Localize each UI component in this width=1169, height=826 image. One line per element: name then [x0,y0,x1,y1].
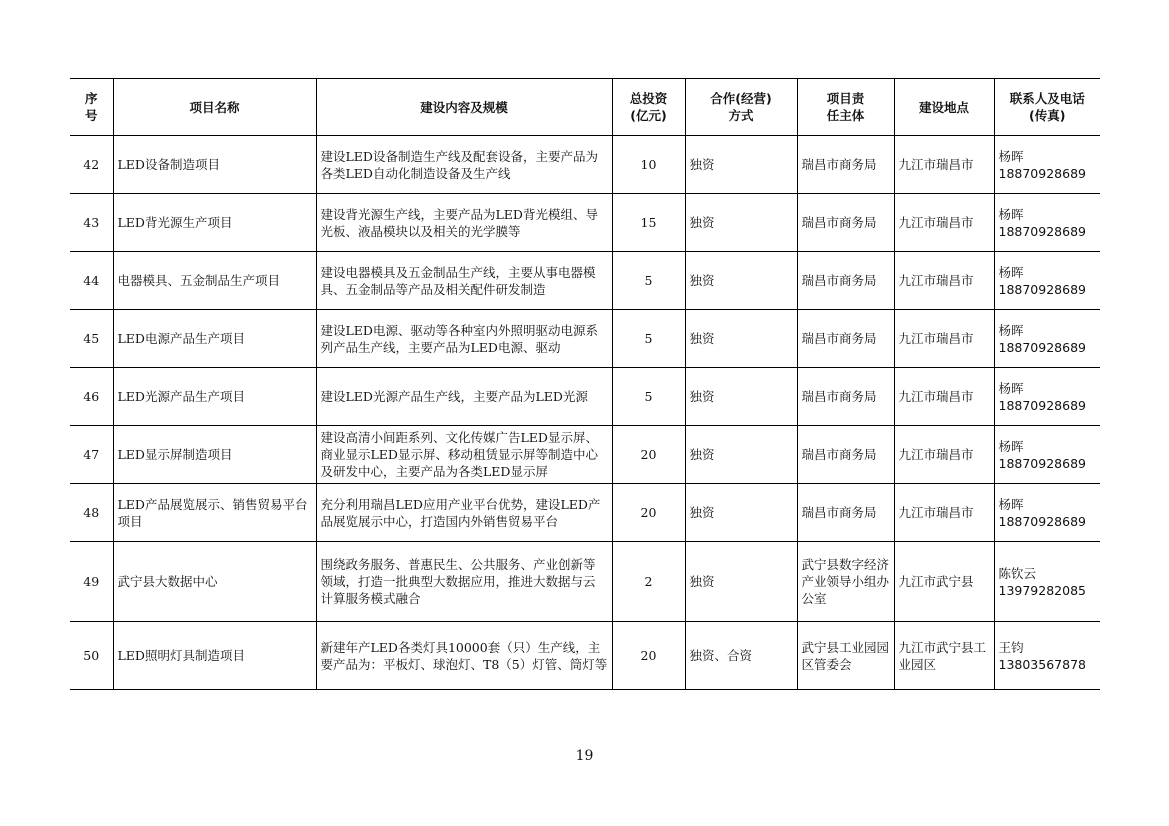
header-place-label: 建设地点 [918,99,969,115]
table-row [70,622,1100,690]
contact-phone: 18870928689 [998,165,1086,181]
cell-investment: 20 [612,622,685,690]
cell-no: 42 [70,136,113,194]
cell-contact [994,368,1100,426]
header-name-label: 项目名称 [189,99,240,115]
cell-no: 45 [70,310,113,368]
contact-name: 王钧 [998,639,1024,655]
contact-phone: 13803567878 [998,656,1086,672]
cell-mode: 独资 [685,310,797,368]
header-no [70,79,113,136]
contact-name: 杨晖 [998,496,1024,512]
cell-contact [994,542,1100,622]
contact-phone: 13979282085 [998,582,1086,598]
cell-no: 44 [70,252,113,310]
cell-mode: 独资、合资 [685,622,797,690]
header-content [316,79,612,136]
cell-place: 九江市武宁县 [894,542,994,622]
contact-name: 杨晖 [998,380,1024,396]
cell-owner: 瑞昌市商务局 [797,426,894,484]
cell-place: 九江市瑞昌市 [894,194,994,252]
cell-no: 50 [70,622,113,690]
contact-phone: 18870928689 [998,513,1086,529]
table-row [70,194,1100,252]
cell-no: 48 [70,484,113,542]
cell-mode: 独资 [685,426,797,484]
contact-phone: 18870928689 [998,223,1086,239]
contact-phone: 18870928689 [998,397,1086,413]
header-contact [994,79,1100,136]
header-investment-label: 总投资 (亿元) [629,91,668,123]
cell-mode: 独资 [685,484,797,542]
cell-content: 建设背光源生产线，主要产品为LED背光模组、导光板、液晶模块以及相关的光学膜等 [316,194,612,252]
cell-content: 建设LED设备制造生产线及配套设备，主要产品为各类LED自动化制造设备及生产线 [316,136,612,194]
cell-owner: 瑞昌市商务局 [797,252,894,310]
cell-no: 47 [70,426,113,484]
cell-name: LED电源产品生产项目 [113,310,316,368]
cell-name: 武宁县大数据中心 [113,542,316,622]
cell-name: LED背光源生产项目 [113,194,316,252]
cell-mode: 独资 [685,542,797,622]
cell-investment: 2 [612,542,685,622]
cell-owner: 瑞昌市商务局 [797,484,894,542]
cell-place: 九江市瑞昌市 [894,136,994,194]
cell-investment: 5 [612,252,685,310]
cell-owner: 瑞昌市商务局 [797,136,894,194]
cell-investment: 5 [612,310,685,368]
header-mode-label: 合作(经营) 方式 [710,91,772,123]
cell-place: 九江市瑞昌市 [894,484,994,542]
table-row [70,136,1100,194]
header-mode [685,79,797,136]
cell-mode: 独资 [685,194,797,252]
header-investment [612,79,685,136]
cell-mode: 独资 [685,136,797,194]
cell-contact [994,622,1100,690]
cell-place: 九江市武宁县工业园区 [894,622,994,690]
header-contact-label: 联系人及电话 (传真) [1009,91,1085,123]
cell-content: 围绕政务服务、普惠民生、公共服务、产业创新等领域，打造一批典型大数据应用，推进大数据与云计算服务模式融合 [316,542,612,622]
cell-content: 充分利用瑞昌LED应用产业平台优势，建设LED产品展览展示中心，打造国内外销售贸易平台 [316,484,612,542]
cell-place: 九江市瑞昌市 [894,310,994,368]
table-row [70,426,1100,484]
table-header-row [70,79,1100,136]
cell-no: 43 [70,194,113,252]
cell-owner: 瑞昌市商务局 [797,368,894,426]
contact-name: 杨晖 [998,148,1024,164]
contact-name: 杨晖 [998,206,1024,222]
contact-phone: 18870928689 [998,455,1086,471]
contact-name: 杨晖 [998,438,1024,454]
contact-name: 杨晖 [998,264,1024,280]
header-owner-label: 项目责 任主体 [826,91,865,123]
page-number: 19 [575,748,594,764]
contact-name: 陈钦云 [998,565,1037,581]
contact-phone: 18870928689 [998,339,1086,355]
header-content-label: 建设内容及规模 [420,99,508,115]
project-table [70,78,1100,690]
header-place [894,79,994,136]
cell-owner: 武宁县工业园园区管委会 [797,622,894,690]
cell-name: 电器模具、五金制品生产项目 [113,252,316,310]
cell-content: 建设高清小间距系列、文化传媒广告LED显示屏、商业显示LED显示屏、移动租赁显示屏等制造中心及研发中心，主要产品为各类LED显示屏 [316,426,612,484]
cell-owner: 瑞昌市商务局 [797,194,894,252]
cell-investment: 20 [612,484,685,542]
header-owner [797,79,894,136]
cell-contact [994,252,1100,310]
contact-name: 杨晖 [998,322,1024,338]
table-row [70,310,1100,368]
cell-contact [994,136,1100,194]
cell-place: 九江市瑞昌市 [894,426,994,484]
cell-mode: 独资 [685,368,797,426]
cell-no: 49 [70,542,113,622]
cell-name: LED产品展览展示、销售贸易平台项目 [113,484,316,542]
cell-contact [994,194,1100,252]
cell-no: 46 [70,368,113,426]
cell-investment: 20 [612,426,685,484]
cell-mode: 独资 [685,252,797,310]
cell-name: LED设备制造项目 [113,136,316,194]
table-row [70,252,1100,310]
cell-name: LED光源产品生产项目 [113,368,316,426]
table-row [70,542,1100,622]
cell-owner: 瑞昌市商务局 [797,310,894,368]
cell-place: 九江市瑞昌市 [894,368,994,426]
cell-content: 建设LED光源产品生产线，主要产品为LED光源 [316,368,612,426]
cell-owner: 武宁县数字经济产业领导小组办公室 [797,542,894,622]
cell-content: 新建年产LED各类灯具10000套（只）生产线，主要产品为：平板灯、球泡灯、T8（5）灯管、筒灯等 [316,622,612,690]
cell-investment: 10 [612,136,685,194]
header-no-label: 序 号 [84,91,98,123]
cell-content: 建设LED电源、驱动等各种室内外照明驱动电源系列产品生产线，主要产品为LED电源、驱动 [316,310,612,368]
cell-content: 建设电器模具及五金制品生产线，主要从事电器模具、五金制品等产品及相关配件研发制造 [316,252,612,310]
cell-name: LED显示屏制造项目 [113,426,316,484]
table-row [70,368,1100,426]
cell-contact [994,484,1100,542]
cell-name: LED照明灯具制造项目 [113,622,316,690]
cell-place: 九江市瑞昌市 [894,252,994,310]
cell-investment: 15 [612,194,685,252]
table-row [70,484,1100,542]
cell-contact [994,426,1100,484]
header-name [113,79,316,136]
contact-phone: 18870928689 [998,281,1086,297]
cell-contact [994,310,1100,368]
cell-investment: 5 [612,368,685,426]
